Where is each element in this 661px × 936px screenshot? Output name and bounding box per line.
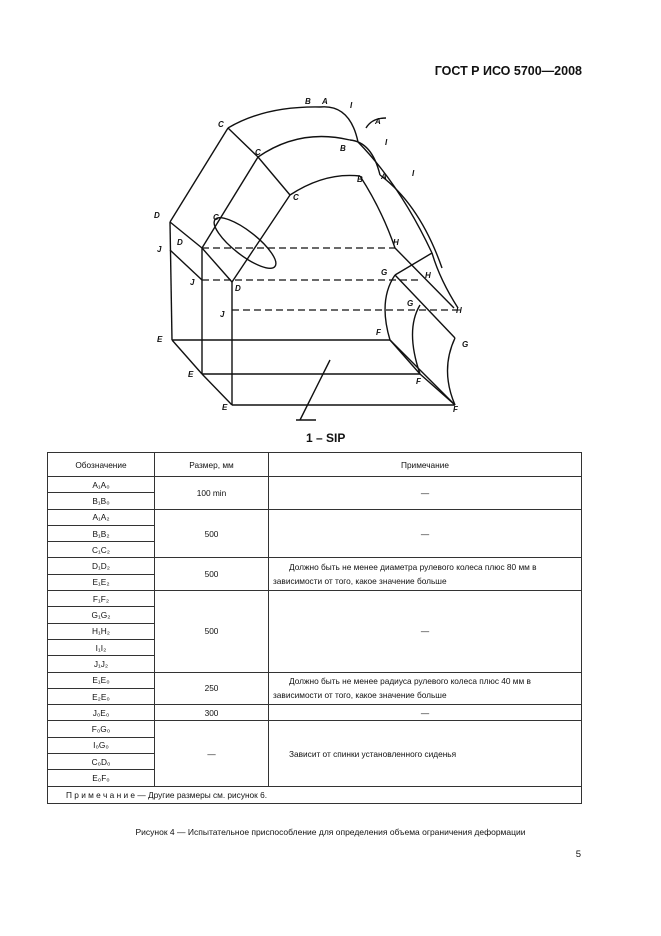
edge-i0-h1 [358, 142, 432, 253]
svg-text:J: J [157, 245, 162, 254]
svg-text:F: F [376, 328, 381, 337]
svg-text:E: E [188, 370, 194, 379]
svg-text:A: A [381, 172, 387, 181]
note-cell: — [269, 509, 582, 558]
arc-c1-b1 [228, 107, 320, 128]
table-row [48, 705, 582, 721]
svg-text:D: D [154, 211, 160, 220]
svg-text:B: B [357, 175, 363, 184]
svg-text:F: F [453, 405, 458, 414]
designation-cell: E₂E₀ [48, 688, 155, 704]
svg-text:D: D [235, 284, 241, 293]
test-fixture-figure [0, 0, 661, 440]
svg-text:E: E [157, 335, 163, 344]
svg-text:A: A [375, 117, 381, 126]
note-cell: — [269, 591, 582, 672]
designation-cell: B₁B₂ [48, 525, 155, 541]
header-size: Размер, мм [155, 453, 269, 477]
svg-text:G: G [462, 340, 469, 349]
note-cell: Должно быть не менее радиуса рулевого колеса плюс 40 мм в зависимости от того, какое значение больше [269, 672, 582, 705]
svg-text:I: I [385, 138, 388, 147]
svg-text:G: G [407, 299, 414, 308]
size-cell: — [155, 721, 269, 786]
svg-text:J: J [190, 278, 195, 287]
table-header-row [48, 453, 582, 477]
svg-text:B: B [340, 144, 346, 153]
standard-header: ГОСТ Р ИСО 5700—2008 [434, 64, 582, 78]
designation-cell: C₀D₀ [48, 754, 155, 770]
header-designation: Обозначение [48, 453, 155, 477]
table-footnote-row [48, 786, 582, 803]
page-number: 5 [575, 849, 581, 860]
designation-cell: E₁E₂ [48, 574, 155, 590]
table-row [48, 558, 582, 574]
designation-cell: A₁A₀ [48, 477, 155, 493]
designation-cell: G₁G₂ [48, 607, 155, 623]
size-cell: 500 [155, 558, 269, 591]
svg-text:C: C [255, 148, 261, 157]
size-cell: 500 [155, 591, 269, 672]
designation-cell: J₁J₂ [48, 656, 155, 672]
designation-cell: F₀G₀ [48, 721, 155, 737]
designation-cell: B₁B₀ [48, 493, 155, 509]
arc-c0-b0 [258, 136, 350, 157]
designation-cell: C₁C₂ [48, 542, 155, 558]
svg-text:G: G [381, 268, 388, 277]
table-row [48, 721, 582, 737]
svg-text:H: H [393, 238, 399, 247]
designation-cell: I₀G₀ [48, 737, 155, 753]
header-note: Примечание [269, 453, 582, 477]
svg-text:J: J [220, 310, 225, 319]
svg-text:I: I [412, 169, 415, 178]
note-cell: — [269, 477, 582, 510]
size-cell: 100 min [155, 477, 269, 510]
figure-caption: Рисунок 4 — Испытательное приспособление для определения объема ограничения деформации [135, 827, 526, 837]
table-row [48, 509, 582, 525]
note-cell: — [269, 705, 582, 721]
svg-text:I: I [350, 101, 353, 110]
svg-text:D: D [177, 238, 183, 247]
svg-text:H: H [456, 306, 462, 315]
note-cell: Зависит от спинки установленного сиденья [269, 721, 582, 786]
designation-cell: E₀F₀ [48, 770, 155, 786]
svg-text:H: H [425, 271, 431, 280]
size-cell: 250 [155, 672, 269, 705]
size-cell: 300 [155, 705, 269, 721]
dimensions-table [47, 452, 582, 804]
designation-cell: E₁E₀ [48, 672, 155, 688]
table-row [48, 477, 582, 493]
designation-cell: I₁I₂ [48, 639, 155, 655]
svg-text:E: E [222, 403, 228, 412]
designation-cell: J₀E₀ [48, 705, 155, 721]
figure-label-sip: 1 – SIP [306, 431, 346, 445]
table-row [48, 591, 582, 607]
svg-text:C: C [293, 193, 299, 202]
edge-b2-h1 [360, 176, 395, 248]
svg-text:C: C [218, 120, 224, 129]
arc-c2-b2 [290, 175, 360, 195]
svg-text:C: C [213, 213, 219, 222]
note-cell: Должно быть не менее диаметра рулевого колеса плюс 80 мм в зависимости от того, какое значение больше [269, 558, 582, 591]
designation-cell: F₁F₂ [48, 591, 155, 607]
table-row [48, 672, 582, 688]
svg-text:F: F [416, 377, 421, 386]
table-footnote: П р и м е ч а н и е — Другие размеры см. рисунок 6. [48, 786, 582, 803]
svg-text:B: B [305, 97, 311, 106]
designation-cell: A₁A₂ [48, 509, 155, 525]
designation-cell: H₁H₂ [48, 623, 155, 639]
designation-cell: D₁D₂ [48, 558, 155, 574]
size-cell: 500 [155, 509, 269, 558]
svg-text:A: A [322, 97, 328, 106]
